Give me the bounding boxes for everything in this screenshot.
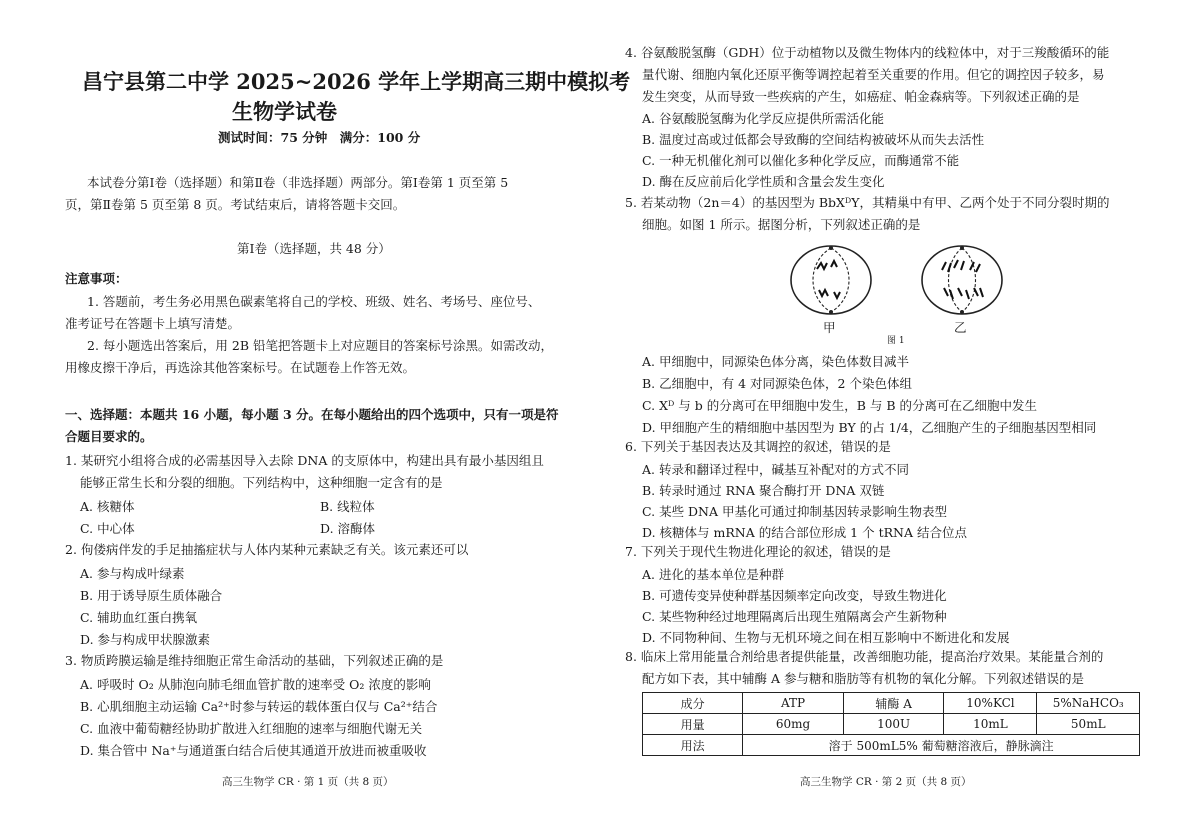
table-cell: 成分 — [643, 693, 743, 714]
exam-title-line1: 昌宁县第二中学 2025~2026 学年上学期高三期中模拟考 — [82, 69, 631, 94]
q1-option-a: A. 核糖体 — [80, 499, 135, 514]
q6-option-d: D. 核糖体与 mRNA 的结合部位形成 1 个 tRNA 结合位点 — [642, 525, 967, 540]
cell-a-diagram — [787, 242, 875, 318]
note2-line1: 2. 每小题选出答案后，用 2B 铅笔把答题卡上对应题目的答案标号涂黑。如需改动， — [87, 338, 553, 353]
q6-option-c: C. 某些 DNA 甲基化可通过抑制基因转录影响生物表型 — [642, 504, 947, 519]
table-row — [643, 693, 1140, 714]
page-footer-2: 高三生物学 CR · 第 2 页（共 8 页） — [800, 776, 972, 788]
q8-line1: 8. 临床上常用能量合剂给患者提供能量，改善细胞功能，提高治疗效果。某能量合剂的 — [625, 649, 1104, 664]
q2-option-a: A. 参与构成叶绿素 — [80, 566, 185, 581]
exam-title-line2: 生物学试卷 — [232, 99, 337, 124]
q7-option-b: B. 可遗传变异使种群基因频率定向改变，导致生物进化 — [642, 588, 947, 603]
q3-stem: 3. 物质跨膜运输是维持细胞正常生命活动的基础，下列叙述正确的是 — [65, 653, 444, 668]
note1-line2: 准考证号在答题卡上填写清楚。 — [65, 316, 241, 331]
cell-b-diagram — [918, 242, 1006, 318]
q5-line2: 细胞。如图 1 所示。据图分析，下列叙述正确的是 — [642, 217, 921, 232]
q6-stem: 6. 下列关于基因表达及其调控的叙述，错误的是 — [625, 439, 891, 454]
q1-line1: 1. 某研究小组将合成的必需基因导入去除 DNA 的支原体中，构建出具有最小基因组且 — [65, 453, 544, 468]
q4-option-d: D. 酶在反应前后化学性质和含量会发生变化 — [642, 174, 885, 189]
q3-option-b: B. 心肌细胞主动运输 Ca²⁺时参与转运的载体蛋白仅与 Ca²⁺结合 — [80, 699, 438, 714]
q1-option-b: B. 线粒体 — [320, 499, 375, 514]
intro-line1: 本试卷分第Ⅰ卷（选择题）和第Ⅱ卷（非选择题）两部分。第Ⅰ卷第 1 页至第 5 — [87, 175, 509, 190]
q3-option-d: D. 集合管中 Na⁺与通道蛋白结合后使其通道开放进而被重吸收 — [80, 743, 427, 758]
q2-stem: 2. 佝偻病伴发的手足抽搐症状与人体内某种元素缺乏有关。该元素还可以 — [65, 542, 469, 557]
q3-option-c: C. 血液中葡萄糖经协助扩散进入红细胞的速率与细胞代谢无关 — [80, 721, 423, 736]
section1-line1: 一、选择题：本题共 16 小题，每小题 3 分。在每小题给出的四个选项中，只有一项是符 — [65, 407, 559, 422]
q7-option-c: C. 某些物种经过地理隔离后出现生殖隔离会产生新物种 — [642, 609, 947, 624]
table-cell: 用量 — [643, 714, 743, 735]
q1-line2: 能够正常生长和分裂的细胞。下列结构中，这种细胞一定含有的是 — [80, 475, 443, 490]
q1-option-c: C. 中心体 — [80, 521, 135, 536]
q4-line2: 量代谢、细胞内氧化还原平衡等调控起着至关重要的作用。但它的调控因子较多，易 — [642, 67, 1105, 82]
note2-line2: 用橡皮擦干净后，再选涂其他答案标号。在试题卷上作答无效。 — [65, 360, 416, 375]
page-footer-1: 高三生物学 CR · 第 1 页（共 8 页） — [222, 776, 394, 788]
formula-table — [642, 692, 1140, 756]
table-cell: 溶于 500mL5% 葡萄糖溶液后，静脉滴注 — [743, 735, 1140, 756]
q2-option-b: B. 用于诱导原生质体融合 — [80, 588, 223, 603]
q6-option-a: A. 转录和翻译过程中，碱基互补配对的方式不同 — [642, 462, 909, 477]
table-cell: 50mL — [1037, 714, 1140, 735]
q8-line2: 配方如下表，其中辅酶 A 参与糖和脂肪等有机物的氧化分解。下列叙述错误的是 — [642, 671, 1084, 686]
table-cell: 10mL — [944, 714, 1037, 735]
q4-option-b: B. 温度过高或过低都会导致酶的空间结构被破坏从而失去活性 — [642, 132, 985, 147]
part1-heading: 第Ⅰ卷（选择题，共 48 分） — [237, 241, 391, 256]
q3-option-a: A. 呼吸时 O₂ 从肺泡向肺毛细血管扩散的速率受 O₂ 浓度的影响 — [80, 677, 431, 692]
q4-line1: 4. 谷氨酸脱氢酶（GDH）位于动植物以及微生物体内的线粒体中，对于三羧酸循环的能 — [625, 45, 1110, 60]
table-cell: 辅酶 A — [843, 693, 944, 714]
q7-stem: 7. 下列关于现代生物进化理论的叙述，错误的是 — [625, 544, 891, 559]
exam-meta: 测试时间：75 分钟 满分：100 分 — [218, 130, 421, 145]
table-row — [643, 735, 1140, 756]
q2-option-c: C. 辅助血红蛋白携氧 — [80, 610, 198, 625]
q2-option-d: D. 参与构成甲状腺激素 — [80, 632, 211, 647]
q7-option-d: D. 不同物种间、生物与无机环境之间在相互影响中不断进化和发展 — [642, 630, 1010, 645]
q5-option-d: D. 甲细胞产生的精细胞中基因型为 BY 的占 1/4，乙细胞产生的子细胞基因型相同 — [642, 420, 1097, 435]
section1-line2: 合题目要求的。 — [65, 429, 153, 444]
table-cell: 5%NaHCO₃ — [1037, 693, 1140, 714]
table-cell: 10%KCl — [944, 693, 1037, 714]
q5-option-b: B. 乙细胞中，有 4 对同源染色体，2 个染色体组 — [642, 376, 912, 391]
table-cell: 用法 — [643, 735, 743, 756]
q7-option-a: A. 进化的基本单位是种群 — [642, 567, 784, 582]
q5-option-c: C. Xᴰ 与 b 的分离可在甲细胞中发生，B 与 B 的分离可在乙细胞中发生 — [642, 398, 1037, 413]
q4-option-c: C. 一种无机催化剂可以催化多种化学反应，而酶通常不能 — [642, 153, 960, 168]
q4-option-a: A. 谷氨酸脱氢酶为化学反应提供所需活化能 — [642, 111, 884, 126]
q5-option-a: A. 甲细胞中，同源染色体分离，染色体数目减半 — [642, 354, 909, 369]
q6-option-b: B. 转录时通过 RNA 聚合酶打开 DNA 双链 — [642, 483, 885, 498]
figure-label-a: 甲 — [823, 320, 836, 335]
notes-heading: 注意事项： — [65, 271, 128, 286]
table-row — [643, 714, 1140, 735]
table-cell: ATP — [743, 693, 844, 714]
figure-caption: 图 1 — [887, 336, 905, 346]
intro-line2: 页，第Ⅱ卷第 5 页至第 8 页。考试结束后，请将答题卡交回。 — [65, 197, 406, 212]
q1-option-d: D. 溶酶体 — [320, 521, 376, 536]
figure-label-b: 乙 — [954, 320, 967, 335]
right-page — [600, 0, 1200, 825]
q5-line1: 5. 若某动物（2n＝4）的基因型为 BbXᴰY，其精巢中有甲、乙两个处于不同分裂时期的 — [625, 195, 1110, 210]
table-cell: 100U — [843, 714, 944, 735]
table-cell: 60mg — [743, 714, 844, 735]
q4-line3: 发生突变，从而导致一些疾病的产生，如癌症、帕金森病等。下列叙述正确的是 — [642, 89, 1080, 104]
note1-line1: 1. 答题前，考生务必用黑色碳素笔将自己的学校、班级、姓名、考场号、座位号、 — [87, 294, 541, 309]
